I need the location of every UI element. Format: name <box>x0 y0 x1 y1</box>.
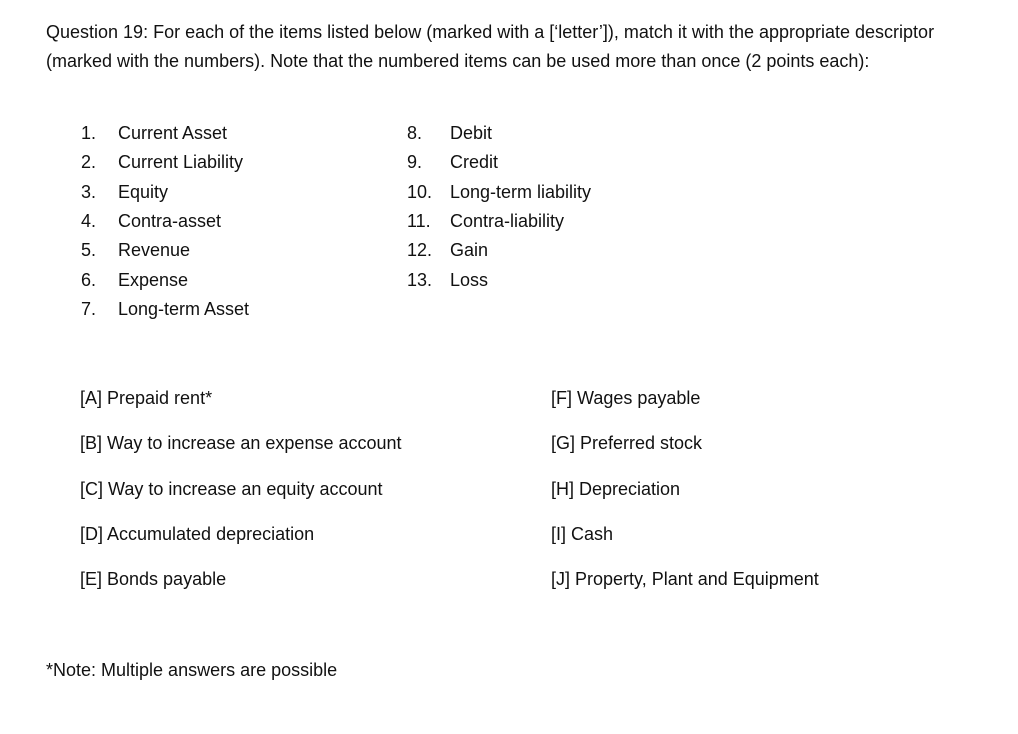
match-item: [J] Property, Plant and Equipment <box>551 569 819 590</box>
descriptor-label: Current Asset <box>118 123 228 143</box>
match-item: [H] Depreciation <box>551 478 681 499</box>
descriptor-label: Equity <box>118 181 169 202</box>
match-item: [A] Prepaid rent* <box>80 388 213 408</box>
descriptor-number: 7. <box>81 298 97 319</box>
match-item: [E] Bonds payable <box>80 569 227 590</box>
descriptor-label: Revenue <box>118 240 191 261</box>
descriptor-number: 11. <box>407 210 431 231</box>
descriptor-label: Current Liability <box>118 152 244 173</box>
descriptor-number: 3. <box>81 181 97 202</box>
descriptor-label: Gain <box>450 240 489 261</box>
descriptor-number: 8. <box>407 123 423 143</box>
match-item: [G] Preferred stock <box>551 433 703 454</box>
descriptor-number: 4. <box>81 210 97 231</box>
match-item: [D] Accumulated depreciation <box>80 523 315 544</box>
descriptor-number: 9. <box>407 152 423 173</box>
descriptor-number: 1. <box>81 123 97 143</box>
descriptor-number: 2. <box>81 152 97 173</box>
descriptor-label: Credit <box>450 152 499 173</box>
descriptor-label: Contra-asset <box>118 210 222 231</box>
descriptor-number: 13. <box>407 269 433 290</box>
descriptor-label: Expense <box>118 269 189 290</box>
match-item: [I] Cash <box>551 523 614 544</box>
descriptor-label: Loss <box>450 269 489 290</box>
descriptor-label: Long-term Asset <box>118 298 250 319</box>
descriptor-number: 12. <box>407 240 433 261</box>
match-item: [C] Way to increase an equity account <box>80 478 383 499</box>
descriptor-label: Debit <box>450 123 493 143</box>
descriptor-number: 6. <box>81 269 97 290</box>
match-item: [B] Way to increase an expense account <box>80 433 402 454</box>
note: *Note: Multiple answers are possible <box>46 660 338 680</box>
question-text: Question 19: For each of the items listed below (marked with a [‘letter’]), match it with the appropriate descriptor (marked with the numbers). Note that the numbered items can be used more than once (2 points each): <box>46 22 935 71</box>
descriptor-label: Long-term liability <box>450 181 592 202</box>
descriptor-number: 5. <box>81 240 97 261</box>
descriptor-label: Contra-liability <box>450 210 565 231</box>
descriptor-number: 10. <box>407 181 433 202</box>
match-item: [F] Wages payable <box>551 388 701 408</box>
